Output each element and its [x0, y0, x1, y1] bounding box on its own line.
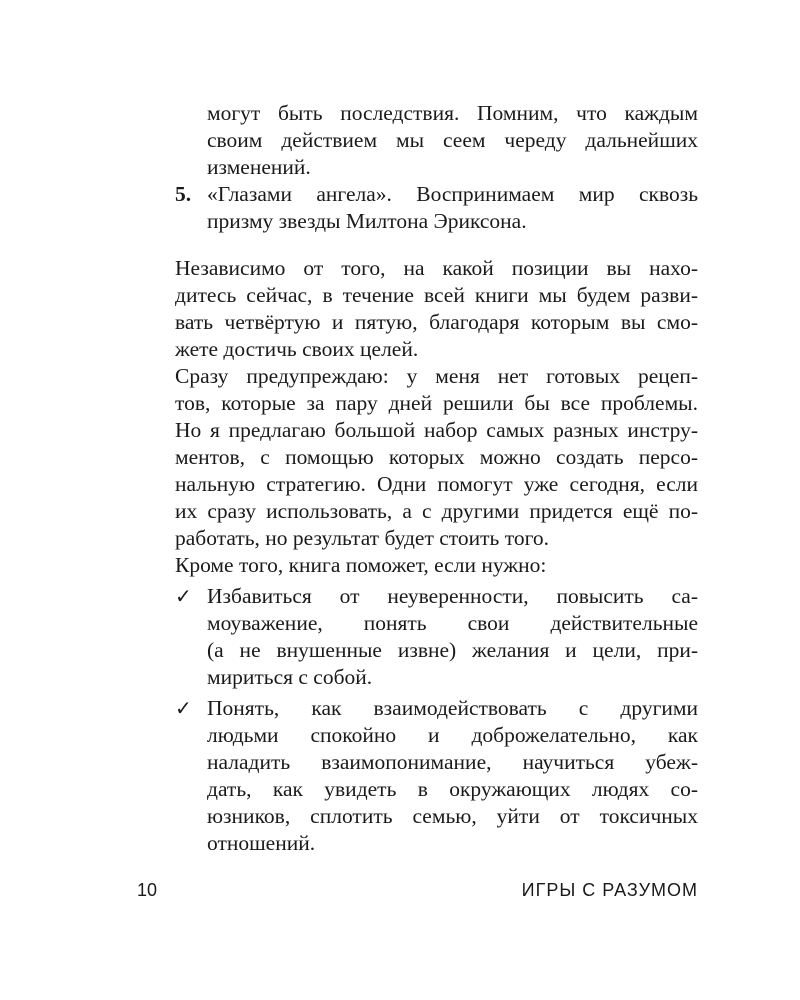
text-line: их сразу использовать, а с другими придется ещё по-: [175, 499, 698, 523]
running-title: ИГРЫ С РАЗУМОМ: [521, 880, 698, 900]
text-line: дать, как увидеть в окружающих людях со-: [207, 777, 698, 801]
checkmark-icon: ✓: [175, 584, 192, 608]
text-line: людьми спокойно и доброжелательно, как: [207, 723, 698, 747]
page-body: [175, 100, 698, 857]
text-line: Кроме того, книга поможет, если нужно:: [175, 553, 547, 577]
spacer: [175, 235, 698, 255]
text-line: Понять, как взаимодействовать с другими: [207, 696, 698, 720]
checklist-item: [175, 583, 698, 691]
paragraph: [175, 552, 698, 579]
checkmark-icon: ✓: [175, 696, 192, 720]
text-line: моуважение, понять свои действительные: [207, 611, 698, 635]
paragraph: [175, 363, 698, 552]
text-line: работать, но результат будет стоить того.: [175, 526, 549, 550]
list-continuation: [175, 100, 698, 181]
text-line: «Глазами ангела». Воспринимаем мир сквозь: [207, 182, 698, 206]
item-number: 5.: [175, 182, 192, 206]
text-line: изменений.: [207, 155, 311, 179]
text-line: жете достичь своих целей.: [175, 337, 419, 361]
text-line: призму звезды Милтона Эриксона.: [207, 209, 527, 233]
text-line: Избавиться от неуверенности, повысить са-: [207, 584, 698, 608]
paragraph: [175, 255, 698, 363]
text-line: мириться с собой.: [207, 665, 373, 689]
text-line: дитесь сейчас, в течение всей книги мы будем разви-: [175, 283, 698, 307]
page-number: 10: [137, 880, 158, 900]
text-line: могут быть последствия. Помним, что каждым: [207, 101, 698, 125]
text-line: отношений.: [207, 831, 316, 855]
text-line: (а не внушенные извне) желания и цели, при-: [207, 638, 698, 662]
text-line: нальную стратегию. Одни помогут уже сегодня, если: [175, 472, 698, 496]
text-line: Сразу предупреждаю: у меня нет готовых рецеп-: [175, 364, 698, 388]
text-line: юзников, сплотить семью, уйти от токсичных: [207, 804, 698, 828]
numbered-item-5: [175, 181, 698, 235]
text-line: наладить взаимопонимание, научиться убеж-: [207, 750, 698, 774]
page-footer: [137, 880, 698, 901]
text-line: Независимо от того, на какой позиции вы нахо-: [175, 256, 698, 280]
text-line: своим действием мы сеем череду дальнейших: [207, 128, 698, 152]
text-line: ментов, с помощью которых можно создать персо-: [175, 445, 698, 469]
text-line: тов, которые за пару дней решили бы все проблемы.: [175, 391, 698, 415]
checklist-item: [175, 695, 698, 857]
text-line: Но я предлагаю большой набор самых разных инстру-: [175, 418, 698, 442]
text-line: вать четвёртую и пятую, благодаря которым вы смо-: [175, 310, 698, 334]
